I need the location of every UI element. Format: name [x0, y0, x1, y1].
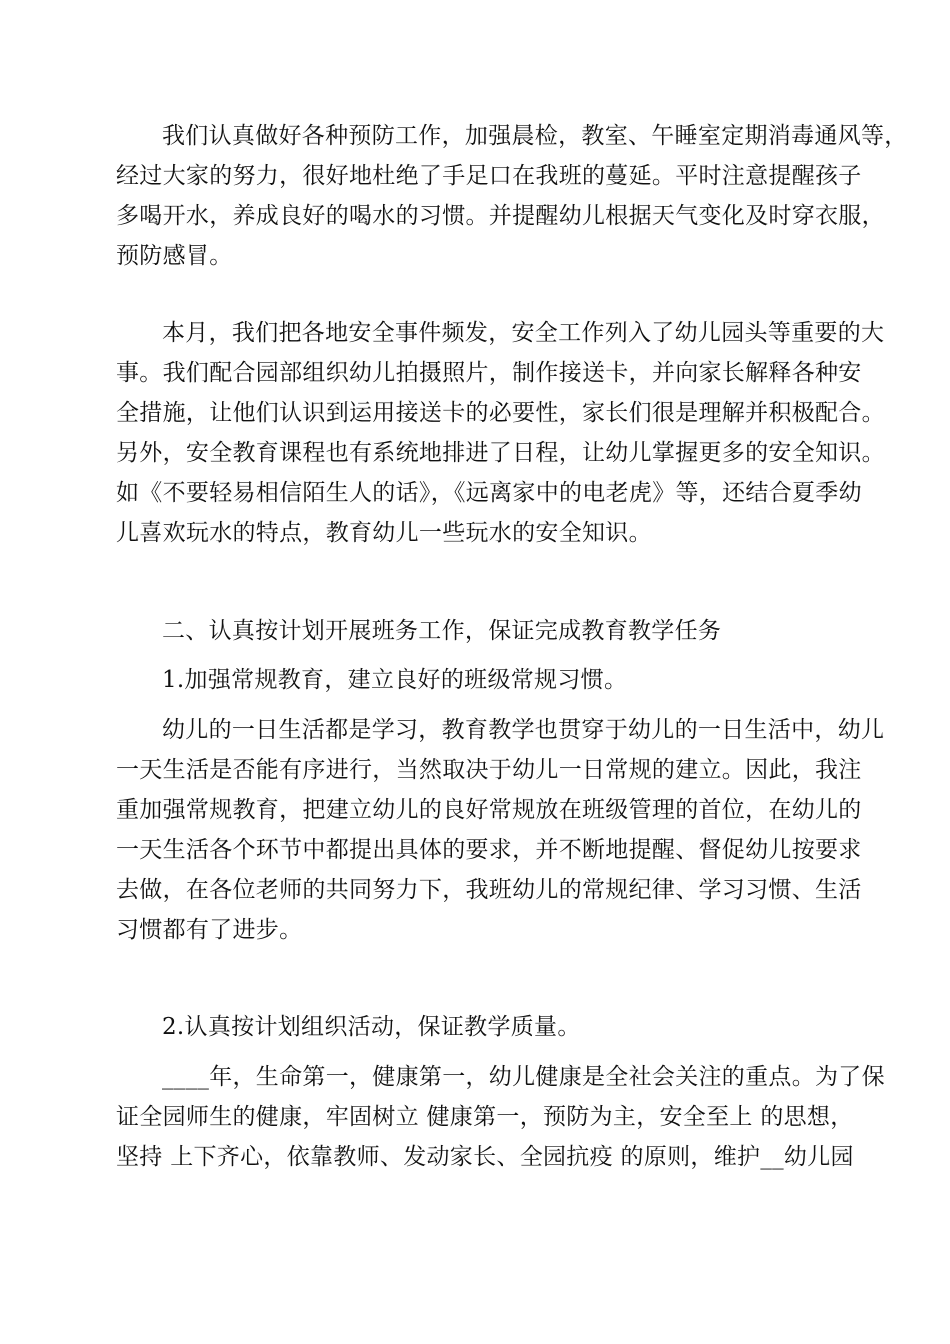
- text-line: 证全园师生的健康，牢固树立 健康第一，预防为主，安全至上 的思想，: [116, 1104, 854, 1130]
- paragraph-routine: [116, 710, 885, 950]
- text-line: 一天生活是否能有序进行，当然取决于幼儿一日常规的建立。因此，我注: [116, 757, 862, 783]
- paragraph-health: [116, 1057, 885, 1177]
- text-line: 一天生活各个环节中都提出具体的要求，并不断地提醒、督促幼儿按要求: [116, 837, 862, 863]
- text-line: 另外，安全教育课程也有系统地排进了日程，让幼儿掌握更多的安全知识。: [116, 440, 885, 466]
- text-line: 经过大家的努力，很好地杜绝了手足口在我班的蔓延。平时注意提醒孩子: [116, 163, 862, 189]
- text-line: 我们认真做好各种预防工作，加强晨检，教室、午睡室定期消毒通风等，: [162, 123, 908, 149]
- subheading-routine: [116, 660, 838, 700]
- subheading-activities: [116, 1007, 838, 1047]
- text-line: 坚持 上下齐心，依靠教师、发动家长、全园抗疫 的原则，维护__幼儿园: [116, 1144, 854, 1170]
- text-line: 如《不要轻易相信陌生人的话》，《远离家中的电老虎》等，还结合夏季幼: [116, 480, 862, 506]
- text-line: 全措施，让他们认识到运用接送卡的必要性，家长们很是理解并积极配合。: [116, 400, 885, 426]
- section-heading-text: 二、认真按计划开展班务工作，保证完成教育教学任务: [162, 618, 722, 644]
- text-line: 习惯都有了进步。: [116, 917, 303, 943]
- text-line: 重加强常规教育，把建立幼儿的良好常规放在班级管理的首位，在幼儿的: [116, 797, 862, 823]
- text-line: 本月，我们把各地安全事件频发，安全工作列入了幼儿园头等重要的大: [162, 320, 885, 346]
- subheading-text: 1.加强常规教育，建立良好的班级常规习惯。: [162, 667, 628, 693]
- text-line: 多喝开水，养成良好的喝水的习惯。并提醒幼儿根据天气变化及时穿衣服，: [116, 203, 885, 229]
- text-line: 事。我们配合园部组织幼儿拍摄照片，制作接送卡，并向家长解释各种安: [116, 360, 862, 386]
- text-line: 幼儿的一日生活都是学习，教育教学也贯穿于幼儿的一日生活中，幼儿: [162, 717, 885, 743]
- text-line: 预防感冒。: [116, 243, 233, 269]
- text-line: ____年，生命第一，健康第一，幼儿健康是全社会关注的重点。为了保: [162, 1064, 885, 1090]
- text-line: 儿喜欢玩水的特点，教育幼儿一些玩水的安全知识。: [116, 520, 652, 546]
- subheading-text: 2.认真按计划组织活动，保证教学质量。: [162, 1014, 581, 1040]
- paragraph-prevention: [116, 116, 908, 276]
- text-line: 去做，在各位老师的共同努力下，我班幼儿的常规纪律、学习习惯、生活: [116, 877, 862, 903]
- section-heading: [116, 611, 838, 651]
- paragraph-safety: [116, 313, 885, 553]
